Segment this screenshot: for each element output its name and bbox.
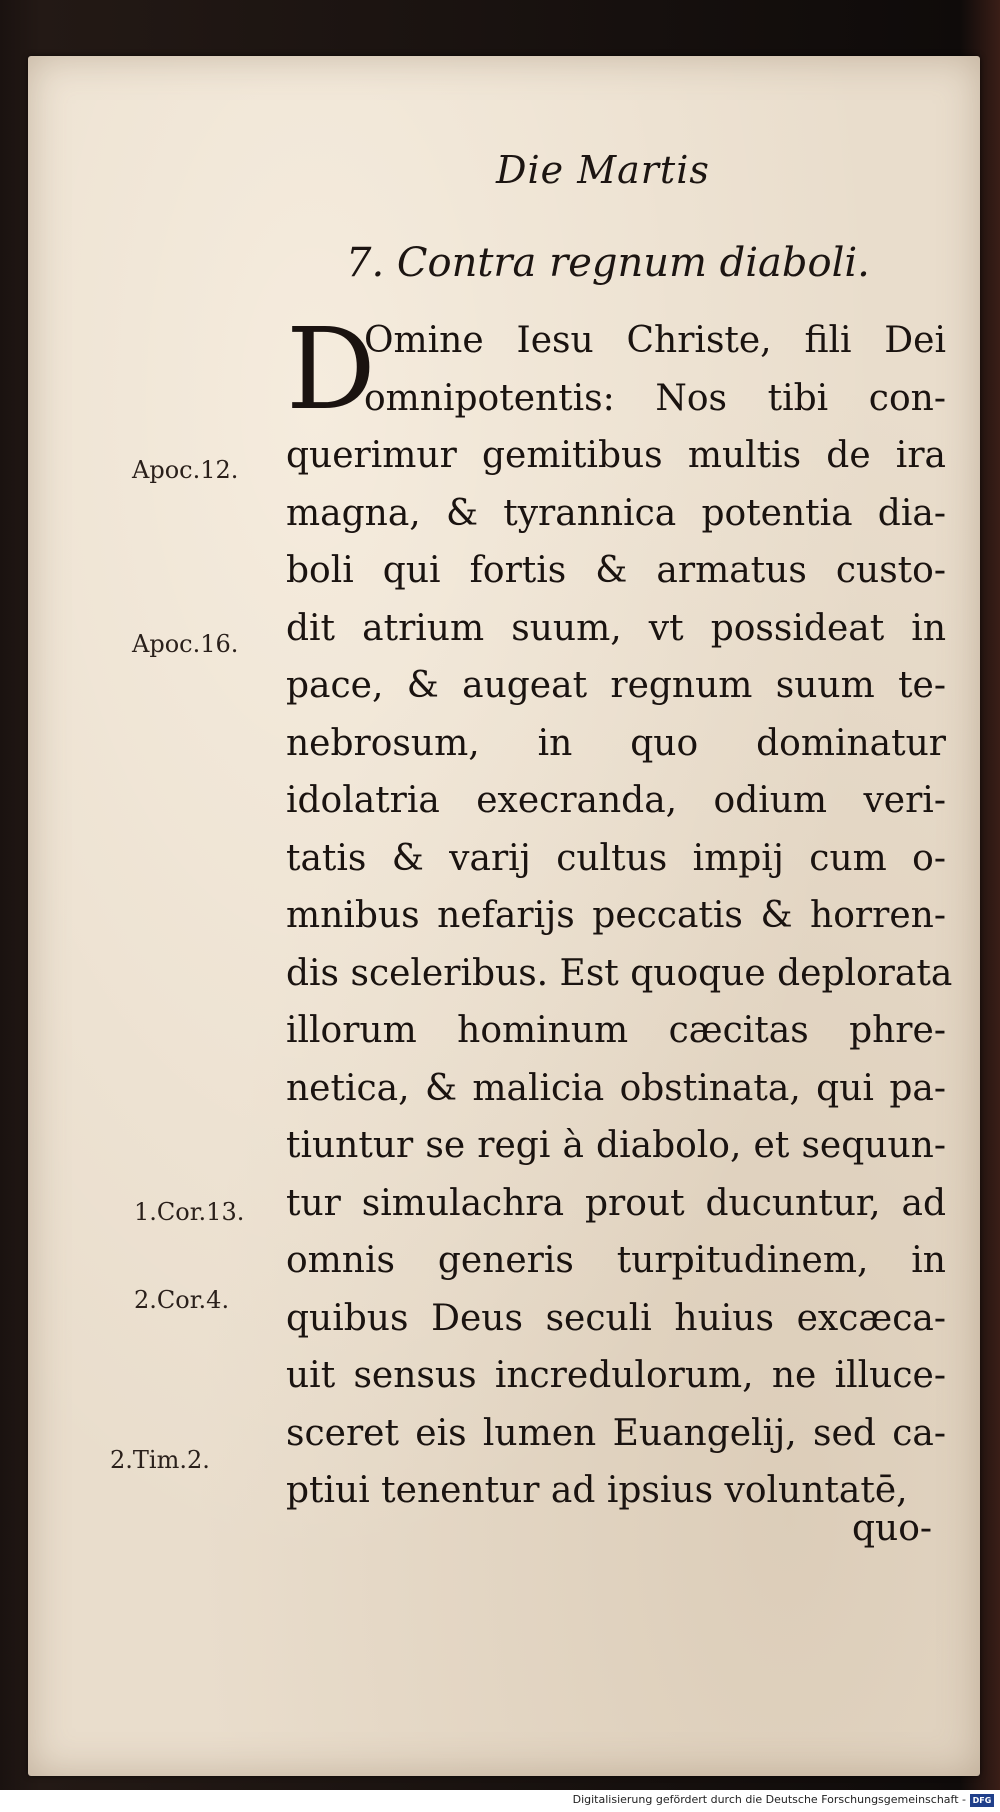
footer-credit: Digitalisierung gefördert durch die Deutsche Forschungsgemeinschaft -	[572, 1793, 966, 1806]
text-line: boli qui fortis & armatus custo-	[286, 550, 946, 591]
text-line: omnipotentis: Nos tibi con-	[364, 377, 946, 419]
drop-cap: D	[286, 305, 376, 435]
chapter-title: 7. Contra regnum diaboli.	[346, 240, 870, 286]
text-line: dis sceleribus. Est quoque deplorata	[286, 952, 953, 994]
text-line: Omine Iesu Christe, fili Dei	[364, 320, 946, 361]
prayer-text	[286, 305, 953, 1520]
text-line: sceret eis lumen Euangelij, sed ca-	[286, 1412, 946, 1454]
text-line: dit atrium suum, vt possideat in	[286, 607, 946, 649]
margin-note-2-cor-4: 2.Cor.4.	[134, 1286, 230, 1314]
text-line: magna, & tyrannica potentia dia-	[286, 492, 946, 534]
text-line: illorum hominum cæcitas phre-	[286, 1010, 946, 1051]
text-line: nebrosum, in quo dominatur	[286, 722, 946, 764]
catchword: quo-	[852, 1508, 933, 1549]
text-line: netica, & malicia obstinata, qui pa-	[286, 1067, 946, 1109]
margin-note-apoc-16: Apoc.16.	[132, 630, 239, 658]
text-line: querimur gemitibus multis de ira	[286, 435, 946, 476]
text-line: pace, & augeat regnum suum te-	[286, 665, 946, 706]
margin-note-apoc-12: Apoc.12.	[132, 456, 239, 484]
text-line: mnibus nefarijs peccatis & horren-	[286, 895, 946, 936]
text-line: idolatria execranda, odium veri-	[286, 780, 946, 821]
running-head: Die Martis	[496, 148, 710, 192]
text-line: tur simulachra prout ducuntur, ad	[286, 1182, 946, 1224]
text-line: quibus Deus seculi huius excæca-	[286, 1297, 946, 1339]
margin-note-2-tim-2: 2.Tim.2.	[110, 1446, 210, 1474]
margin-note-1-cor-13: 1.Cor.13.	[134, 1198, 245, 1226]
text-line: omnis generis turpitudinem, in	[286, 1240, 946, 1281]
footer-bar	[0, 1790, 1000, 1812]
text-line: ptiui tenentur ad ipsius voluntatē,	[286, 1470, 908, 1511]
text-line: uit sensus incredulorum, ne illuce-	[286, 1355, 946, 1396]
text-line: tiuntur se regi à diabolo, et sequun-	[286, 1125, 946, 1166]
dfg-logo-icon: DFG	[970, 1794, 994, 1807]
text-line: tatis & varij cultus impij cum o-	[286, 837, 946, 879]
